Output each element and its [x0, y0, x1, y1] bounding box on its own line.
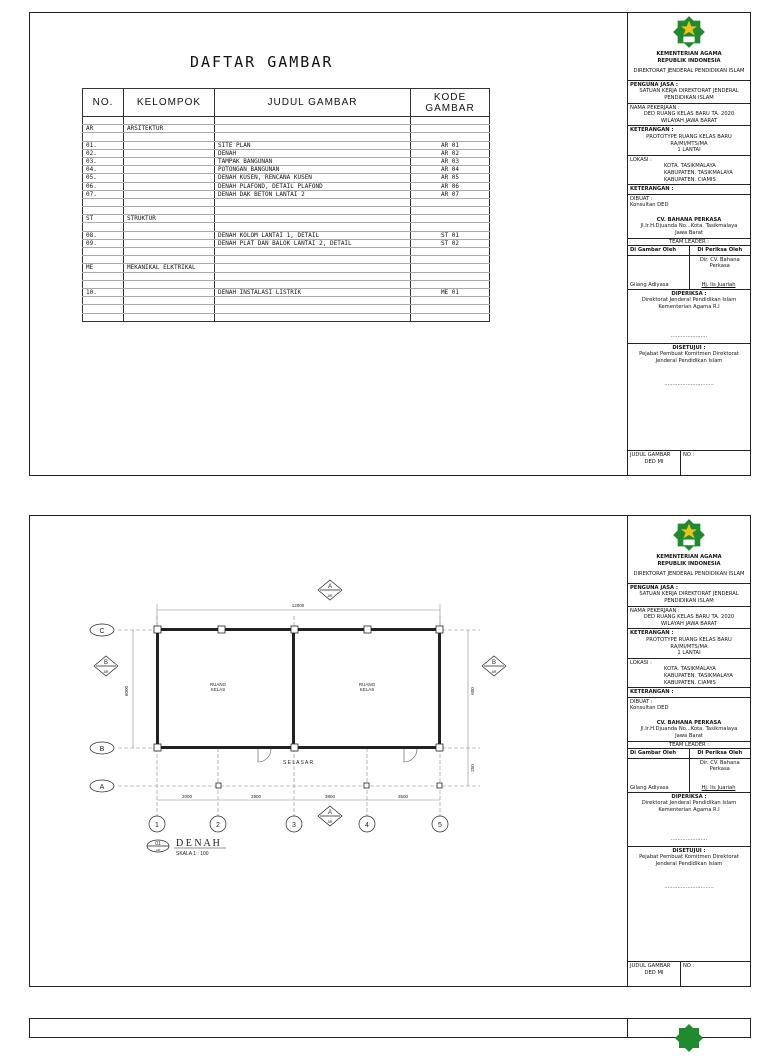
cell-kelompok [124, 313, 215, 321]
cell-judul [215, 248, 411, 256]
cell-kode [411, 133, 490, 141]
cell-kelompok [124, 280, 215, 288]
cell-no: 04. [83, 166, 124, 174]
keterangan2-label: KETERANGAN : [630, 186, 674, 193]
grid-col-4: 4 [365, 822, 369, 829]
diperiksa-oleh-value: Dir. CV. Bahana Perkasa [699, 256, 740, 270]
keterangan2-label: KETERANGAN : [630, 689, 674, 696]
firm-name: CV. BAHANA PERKASA [656, 719, 722, 726]
cell-no [83, 133, 124, 141]
cell-judul: DENAH DAK BETON LANTAI 2 [215, 190, 411, 198]
no-label: NO : [680, 962, 750, 986]
cell-kode [411, 313, 490, 321]
disetujui-label: DISETUJUI : [672, 344, 706, 351]
sign-right: Hj. Iis Juariah [701, 785, 736, 792]
room-label-2: RUANG [358, 682, 376, 687]
cell-kode: ME 01 [411, 288, 490, 296]
disetujui-value: Pejabat Pembuat Komitmen Direktorat Jenderal Pendidikan Islam [639, 854, 739, 868]
col-header-judul: JUDUL GAMBAR [215, 89, 411, 117]
drawing-sheet-floor-plan [29, 515, 751, 987]
cell-kode: AR 05 [411, 174, 490, 182]
cell-judul [215, 313, 411, 321]
keterangan-label: KETERANGAN : [630, 630, 674, 637]
cell-kelompok [124, 305, 215, 313]
cell-kode [411, 272, 490, 280]
cell-kelompok [124, 207, 215, 215]
cell-judul [215, 117, 411, 125]
cell-kode [411, 125, 490, 133]
diperiksa-value-1: Direktorat Jenderal Pendidikan Islam [641, 297, 737, 304]
drawing-sheet-index [29, 12, 751, 476]
keterangan-value-2: RA/MI/MTS/MA [670, 140, 708, 147]
cell-no [83, 198, 124, 206]
cell-kelompok [124, 223, 215, 231]
cell-kelompok: STRUKTUR [124, 215, 215, 223]
diperiksa-oleh-label: Di Periksa Oleh [689, 246, 751, 255]
table-row [83, 288, 490, 296]
cell-kode [411, 297, 490, 305]
table-row [83, 174, 490, 182]
cell-kode [411, 207, 490, 215]
cell-no [83, 305, 124, 313]
cell-kode [411, 256, 490, 264]
cell-kelompok [124, 297, 215, 305]
cell-kode [411, 248, 490, 256]
walls [156, 628, 441, 749]
section-a-bottom-code: AR [327, 820, 333, 824]
plan-scale: SKALA 1 : 100 [176, 851, 209, 857]
dim-span-4: 3500 [397, 794, 409, 799]
diperiksa-dots: ...................... [670, 835, 708, 842]
cell-no: 01. [83, 141, 124, 149]
cell-kelompok [124, 256, 215, 264]
dibuat-value: Konsultan DED [630, 705, 669, 712]
selasar-label: S E L A S A R [282, 760, 314, 766]
grid-col-3: 3 [292, 822, 296, 829]
cell-no [83, 313, 124, 321]
disetujui-dots: .............................. [664, 883, 714, 890]
ministry-name-1: KEMENTERIAN AGAMA [656, 554, 722, 560]
cell-kode: AR 03 [411, 157, 490, 165]
sign-left: Gilang Adiyasa [630, 282, 669, 289]
table-row [83, 264, 490, 272]
disetujui-dots: .............................. [664, 380, 714, 387]
table-row [83, 272, 490, 280]
dim-total: 12000 [291, 603, 305, 608]
cell-judul [215, 125, 411, 133]
table-row [83, 182, 490, 190]
lokasi-label: LOKASI : [630, 659, 652, 666]
cell-no: 03. [83, 157, 124, 165]
cell-kelompok [124, 198, 215, 206]
dim-right-2: 250 [470, 764, 475, 772]
section-b-left: B [103, 660, 109, 666]
table-row [83, 125, 490, 133]
cell-kelompok [124, 149, 215, 157]
col-header-no: NO. [83, 89, 124, 117]
disetujui-value: Pejabat Pembuat Komitmen Direktorat Jenderal Pendidikan Islam [639, 351, 739, 365]
keterangan-label: KETERANGAN : [630, 127, 674, 134]
keterangan-value-3: 1 LANTAI [677, 147, 701, 154]
detail-code: AR [155, 848, 161, 852]
diperiksa-value-1: Direktorat Jenderal Pendidikan Islam [641, 800, 737, 807]
cell-kelompok: MEKANIKAL ELKTRIKAL [124, 264, 215, 272]
diperiksa-oleh-label: Di Periksa Oleh [689, 749, 751, 758]
title-block [627, 13, 750, 475]
cell-no: ST [83, 215, 124, 223]
table-row [83, 190, 490, 198]
cell-no: ME [83, 264, 124, 272]
cell-kode [411, 215, 490, 223]
lokasi-value-2: KABUPATEN. TASIKMALAYA [664, 169, 733, 176]
table-row [83, 239, 490, 247]
cell-kelompok [124, 272, 215, 280]
table-row [83, 166, 490, 174]
section-a-bottom: A [327, 810, 333, 816]
table-row [83, 248, 490, 256]
cell-judul: DENAH KOLOM LANTAI 1, DETAIL [215, 231, 411, 239]
table-row [83, 157, 490, 165]
firm-address-1: Jl.Ir.H.Djuanda No...Kota. Tasikmalaya [640, 223, 738, 230]
drawing-list-table [82, 88, 490, 322]
dibuat-value: Konsultan DED [630, 202, 669, 209]
judul-label: JUDUL GAMBAR [630, 452, 671, 458]
firm-address-2: Jawa Barat [675, 733, 703, 740]
diperiksa-dots: ...................... [670, 332, 708, 339]
directorate: DIREKTORAT JENDERAL PENDIDIKAN ISLAM [633, 571, 745, 578]
grid-row-b: B [99, 746, 105, 753]
drawing-list-title: DAFTAR GAMBAR [190, 53, 334, 71]
dim-span-1: 2000 [181, 794, 193, 799]
grid-row-a: A [99, 784, 105, 791]
lokasi-value-2: KABUPATEN. TASIKMALAYA [664, 672, 733, 679]
cell-judul: DENAH PLAFOND, DETAIL PLAFOND [215, 182, 411, 190]
cell-kode [411, 264, 490, 272]
floor-plan-drawing [30, 516, 628, 986]
cell-no: AR [83, 125, 124, 133]
cell-kelompok [124, 157, 215, 165]
room-label-2b: KELAS [359, 687, 375, 692]
cell-no: 05. [83, 174, 124, 182]
cell-kode: ST 02 [411, 239, 490, 247]
table-row [83, 223, 490, 231]
team-leader-label: TEAM LEADER : [628, 741, 750, 749]
cell-judul [215, 272, 411, 280]
cell-kelompok [124, 133, 215, 141]
cell-kelompok: ARSITEKTUR [124, 125, 215, 133]
cell-judul [215, 215, 411, 223]
cell-no: 08. [83, 231, 124, 239]
firm-address-1: Jl.Ir.H.Djuanda No...Kota. Tasikmalaya [640, 726, 738, 733]
diperiksa-value-2: Kementerian Agama R.I [658, 304, 720, 311]
table-row [83, 207, 490, 215]
cell-judul [215, 264, 411, 272]
room-label-1: RUANG [209, 682, 227, 687]
keterangan-value-1: PROTOTYPE RUANG KELAS BARU [646, 636, 732, 643]
diperiksa-oleh-value: Dir. CV. Bahana Perkasa [699, 759, 740, 773]
no-label: NO : [680, 451, 750, 475]
table-row [83, 215, 490, 223]
diperiksa-label: DIPERIKSA : [671, 793, 707, 800]
ministry-name-2: REPUBLIK INDONESIA [657, 57, 721, 64]
pekerjaan-label: NAMA PEKERJAAN : [630, 104, 680, 111]
ministry-name-1: KEMENTERIAN AGAMA [656, 51, 722, 57]
ministry-logo [628, 516, 750, 554]
cell-judul: DENAH [215, 149, 411, 157]
cell-no: 02. [83, 149, 124, 157]
cell-no: 07. [83, 190, 124, 198]
grid-row-c: C [99, 628, 105, 635]
directorate: DIREKTORAT JENDERAL PENDIDIKAN ISLAM [633, 68, 745, 75]
diperiksa-value-2: Kementerian Agama R.I [658, 807, 720, 814]
cell-judul [215, 297, 411, 305]
cell-kelompok [124, 288, 215, 296]
cell-no [83, 223, 124, 231]
table-row [83, 141, 490, 149]
dim-span-3: 3800 [324, 794, 336, 799]
cell-judul [215, 223, 411, 231]
cell-kelompok [124, 239, 215, 247]
cell-no [83, 272, 124, 280]
cell-no: 06. [83, 182, 124, 190]
pengguna-label: PENGUNA JASA : [630, 81, 678, 88]
cell-kelompok [124, 182, 215, 190]
lokasi-value-1: KOTA. TASIKMALAYA [664, 666, 716, 673]
cell-judul [215, 256, 411, 264]
judul-label: JUDUL GAMBAR [630, 963, 671, 969]
section-b-right-code: AR [491, 670, 497, 674]
cell-kode [411, 280, 490, 288]
diperiksa-label: DIPERIKSA : [671, 290, 707, 297]
detail-number: 01 [155, 841, 161, 847]
pengguna-value: SATUAN KERJA DIREKTORAT JENDERAL PENDIDIKAN ISLAM [639, 88, 739, 101]
cell-no [83, 207, 124, 215]
cell-judul: SITE PLAN [215, 141, 411, 149]
table-row [83, 149, 490, 157]
section-a-top-code: AR [327, 594, 333, 598]
section-b-left-code: AR [103, 670, 109, 674]
keterangan-value-2: RA/MI/MTS/MA [670, 643, 708, 650]
keterangan-value-1: PROTOTYPE RUANG KELAS BARU [646, 133, 732, 140]
sign-left: Gilang Adiyasa [630, 785, 669, 792]
cell-judul: DENAH INSTALASI LISTRIK [215, 288, 411, 296]
firm-address-2: Jawa Barat [675, 230, 703, 237]
pekerjaan-value-2: WILAYAH JAWA BARAT [660, 117, 718, 124]
col-header-kelompok: KELOMPOK [124, 89, 215, 117]
doors [258, 749, 417, 762]
cell-no [83, 297, 124, 305]
room-label-1b: KELAS [210, 687, 226, 692]
dibuat-label: DIBUAT : [630, 698, 653, 705]
digambar-label: Di Gambar Oleh [630, 247, 677, 254]
table-row [83, 256, 490, 264]
cell-kelompok [124, 166, 215, 174]
pengguna-value: SATUAN KERJA DIREKTORAT JENDERAL PENDIDIKAN ISLAM [639, 591, 739, 604]
team-leader-label: TEAM LEADER : [628, 238, 750, 246]
cell-kelompok [124, 117, 215, 125]
sign-right: Hj. Iis Juariah [701, 282, 736, 289]
cell-no [83, 248, 124, 256]
table-row [83, 231, 490, 239]
cell-no: 09. [83, 239, 124, 247]
cell-kode [411, 198, 490, 206]
grid-col-5: 5 [438, 822, 442, 829]
pekerjaan-value-2: WILAYAH JAWA BARAT [660, 620, 718, 627]
lokasi-label: LOKASI : [630, 156, 652, 163]
table-row [83, 280, 490, 288]
pengguna-label: PENGUNA JASA : [630, 584, 678, 591]
cell-kode: AR 02 [411, 149, 490, 157]
cell-judul [215, 305, 411, 313]
cell-kode: ST 01 [411, 231, 490, 239]
keterangan-value-3: 1 LANTAI [677, 650, 701, 657]
judul-value: DED MI [644, 969, 664, 976]
judul-value: DED MI [644, 458, 664, 465]
section-b-right: B [491, 660, 497, 666]
cell-no [83, 280, 124, 288]
title-block [627, 516, 750, 986]
grid-col-1: 1 [155, 822, 159, 829]
dim-right: 600 [470, 687, 475, 695]
cell-kelompok [124, 190, 215, 198]
table-row [83, 198, 490, 206]
lokasi-value-1: KOTA. TASIKMALAYA [664, 163, 716, 170]
cell-judul [215, 207, 411, 215]
pekerjaan-label: NAMA PEKERJAAN : [630, 607, 680, 614]
cell-kode: AR 06 [411, 182, 490, 190]
drawing-sheet-partial [29, 1018, 751, 1038]
pekerjaan-value-1: DED RUANG KELAS BARU TA. 2020 [643, 614, 735, 621]
cell-kelompok [124, 248, 215, 256]
ministry-name-2: REPUBLIK INDONESIA [657, 560, 721, 567]
dim-span-2: 2900 [250, 794, 262, 799]
cell-judul: DENAH KUSEN, RENCANA KUSEN [215, 174, 411, 182]
ministry-logo [628, 1019, 750, 1057]
cell-judul [215, 133, 411, 141]
cell-kode [411, 117, 490, 125]
cell-judul: TAMPAK BANGUNAN [215, 157, 411, 165]
cell-kode [411, 223, 490, 231]
digambar-label: Di Gambar Oleh [630, 750, 677, 757]
table-row [83, 117, 490, 125]
cell-judul: POTONGAN BANGUNAN [215, 166, 411, 174]
cell-no: 10. [83, 288, 124, 296]
dibuat-label: DIBUAT : [630, 195, 653, 202]
lokasi-value-3: KABUPATEN. CIAMIS [664, 176, 716, 183]
table-row [83, 313, 490, 321]
table-row [83, 305, 490, 313]
firm-name: CV. BAHANA PERKASA [656, 216, 722, 223]
cell-kelompok [124, 231, 215, 239]
cell-kode: AR 07 [411, 190, 490, 198]
lokasi-value-3: KABUPATEN. CIAMIS [664, 679, 716, 686]
title-block-partial [627, 1019, 750, 1037]
cell-kelompok [124, 174, 215, 182]
ministry-logo [628, 13, 750, 51]
cell-judul [215, 280, 411, 288]
cell-kode: AR 01 [411, 141, 490, 149]
grid-col-2: 2 [216, 822, 220, 829]
table-row [83, 133, 490, 141]
cell-judul [215, 198, 411, 206]
cell-judul: DENAH PLAT DAN BALOK LANTAI 2, DETAIL [215, 239, 411, 247]
cell-no [83, 256, 124, 264]
table-row [83, 297, 490, 305]
section-a-top: A [327, 584, 333, 590]
col-header-kode: KODE GAMBAR [411, 89, 490, 117]
cell-no [83, 117, 124, 125]
cell-kode [411, 305, 490, 313]
disetujui-label: DISETUJUI : [672, 847, 706, 854]
pekerjaan-value-1: DED RUANG KELAS BARU TA. 2020 [643, 111, 735, 118]
cell-kode: AR 04 [411, 166, 490, 174]
plan-title: D E N A H [176, 838, 220, 849]
cell-kelompok [124, 141, 215, 149]
dim-left: 6000 [124, 685, 129, 697]
